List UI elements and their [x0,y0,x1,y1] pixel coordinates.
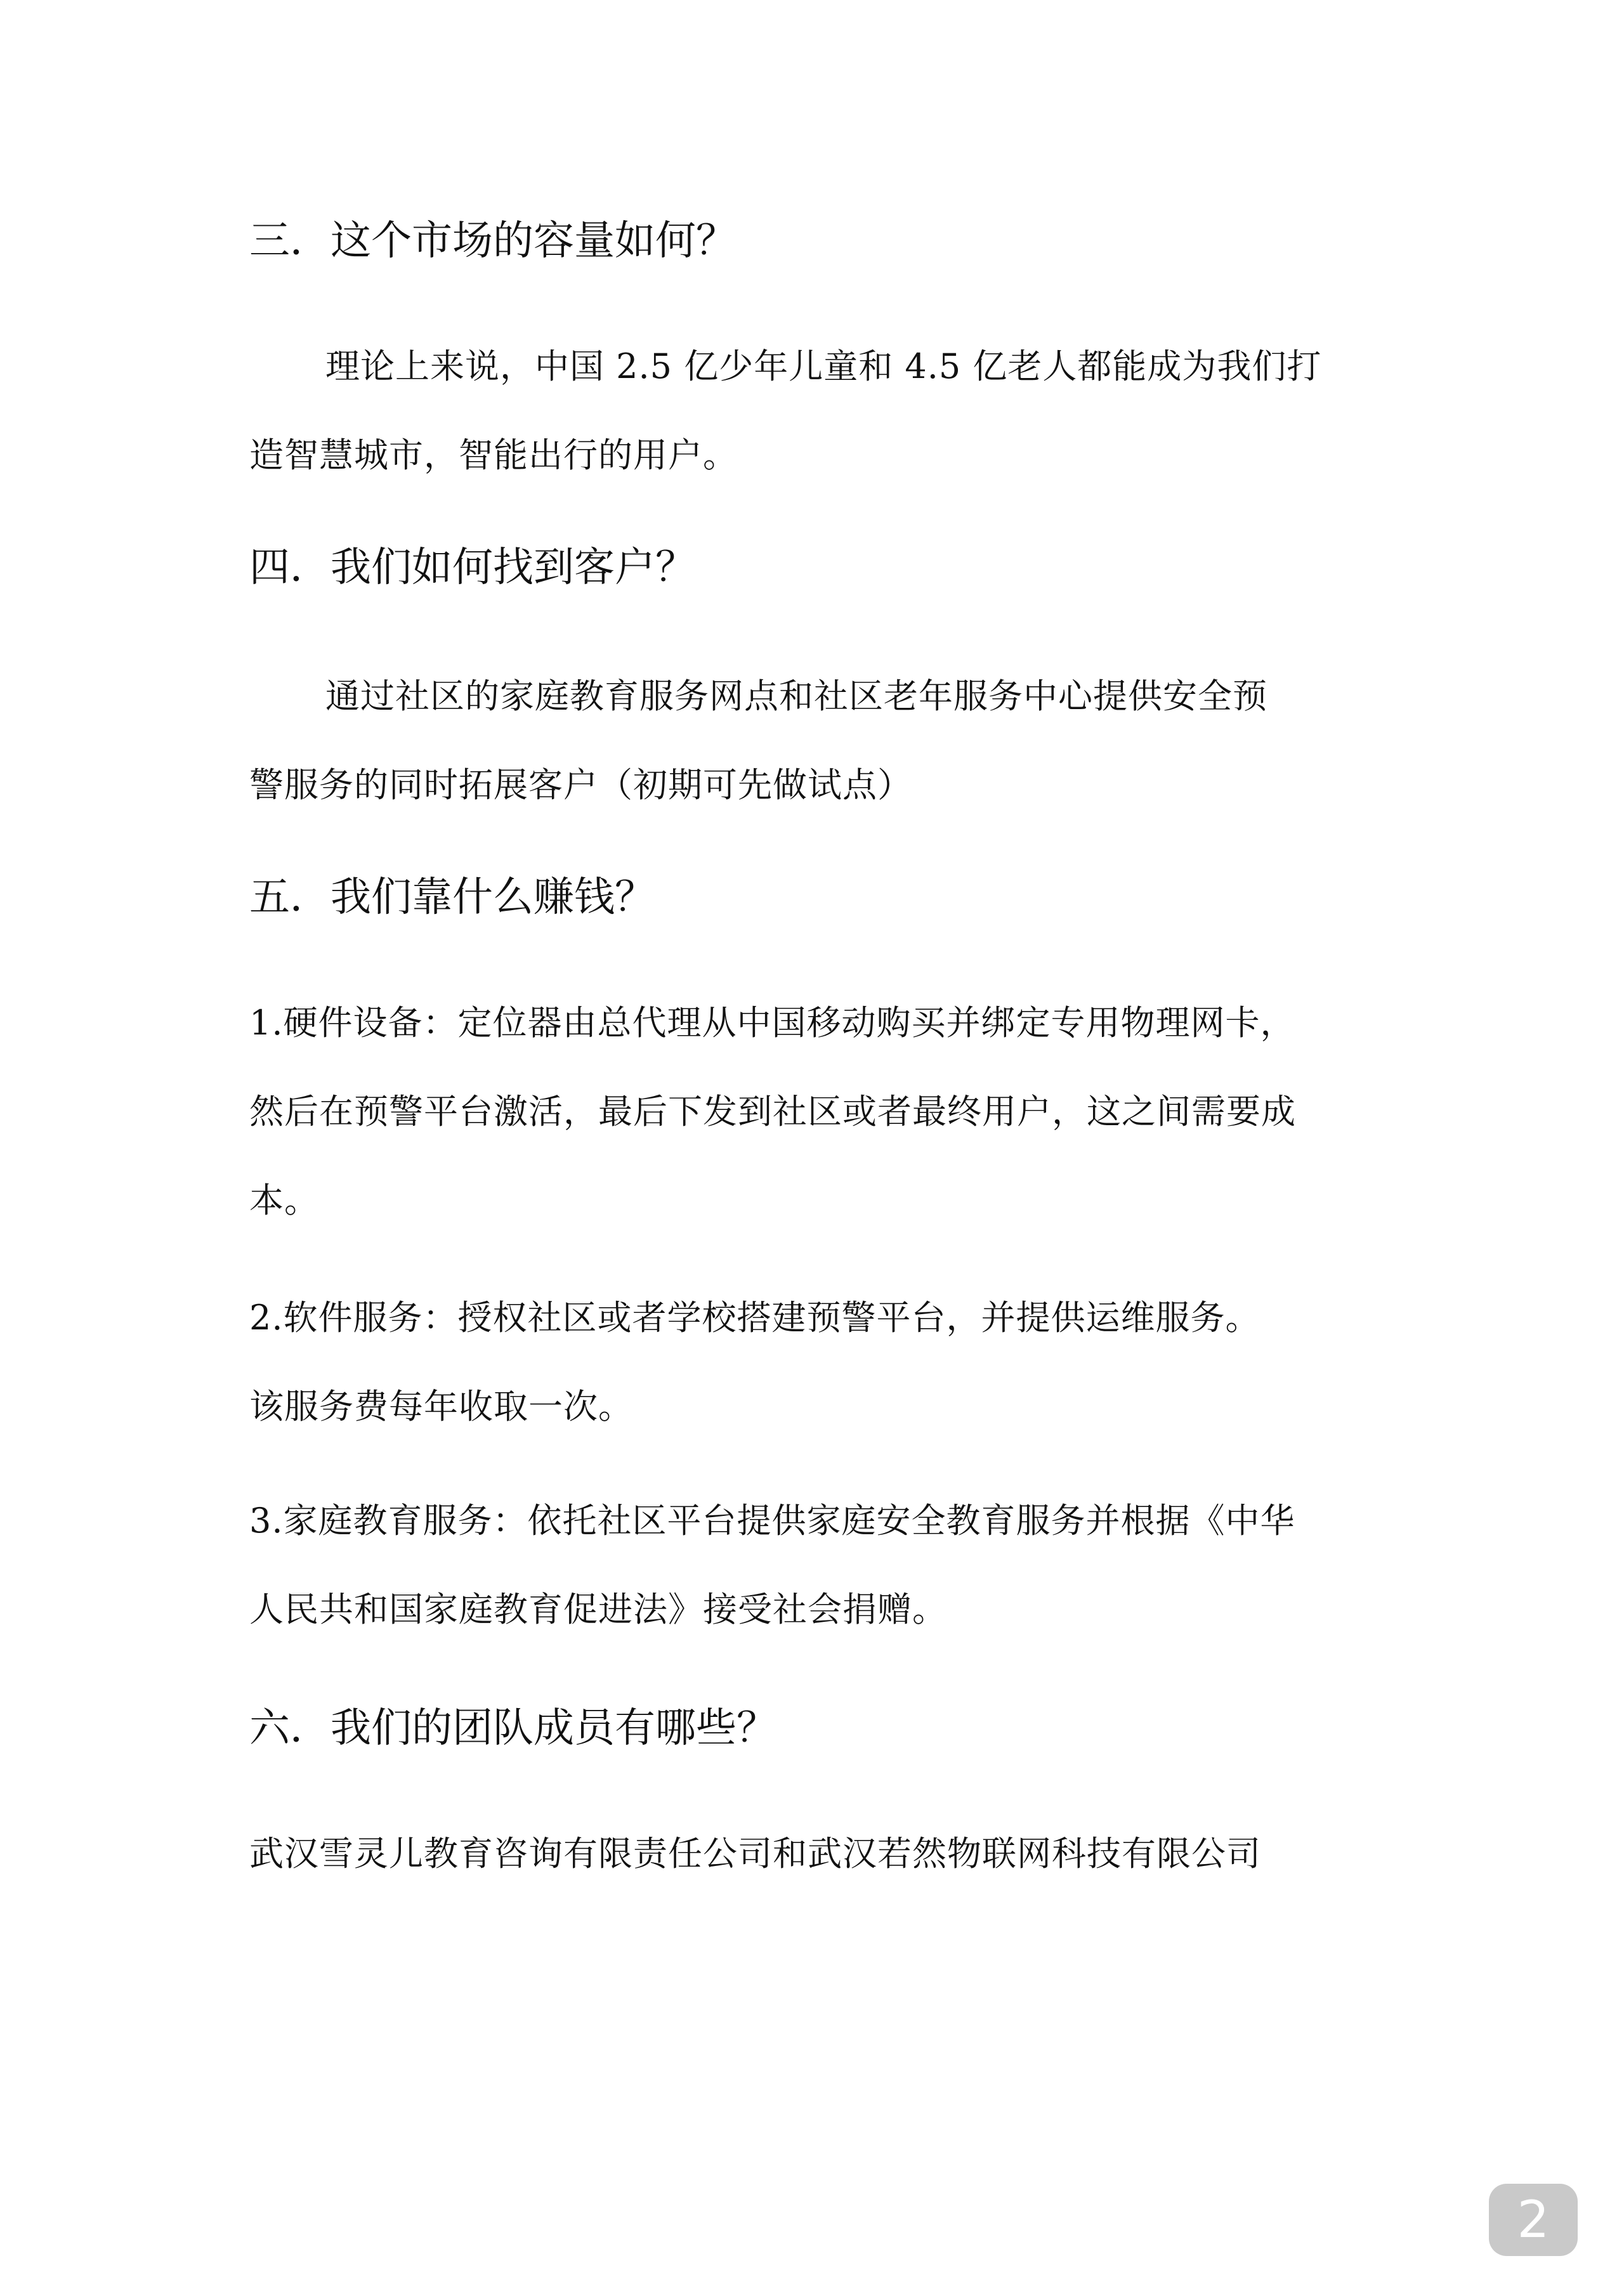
paragraph-line: 造智慧城市，智能出行的用户。 [249,435,738,475]
paragraph-line: 然后在预警平台激活，最后下发到社区或者最终用户，这之间需要成 [249,1092,1296,1132]
paragraph-line: 通过社区的家庭教育服务网点和社区老年服务中心提供安全预 [325,676,1267,716]
page-number: 2 [1517,2190,1550,2249]
paragraph-line: 武汉雪灵儿教育咨询有限责任公司和武汉若然物联网科技有限公司 [249,1834,1261,1874]
paragraph-line: 理论上来说，中国 2.5 亿少年儿童和 4.5 亿老人都能成为我们打 [325,346,1322,386]
paragraph-line: 该服务费每年收取一次。 [249,1386,633,1426]
paragraph-line: 警服务的同时拓展客户（初期可先做试点） [249,765,912,805]
paragraph-line: 本。 [249,1180,319,1220]
page-number-badge [1489,2184,1578,2256]
paragraph-line: 3.家庭教育服务：依托社区平台提供家庭安全教育服务并根据《中华 [249,1501,1295,1541]
section-heading-revenue: 五．我们靠什么赚钱？ [249,874,655,921]
paragraph-line: 2.软件服务：授权社区或者学校搭建预警平台，并提供运维服务。 [249,1298,1261,1338]
section-heading-find-customers: 四．我们如何找到客户？ [249,544,696,591]
paragraph-line: 1.硬件设备：定位器由总代理从中国移动购买并绑定专用物理网卡， [249,1003,1295,1043]
section-heading-team: 六．我们的团队成员有哪些？ [249,1705,777,1752]
paragraph-line: 人民共和国家庭教育促进法》接受社会捐赠。 [249,1589,947,1629]
section-heading-market-size: 三．这个市场的容量如何？ [249,218,737,264]
